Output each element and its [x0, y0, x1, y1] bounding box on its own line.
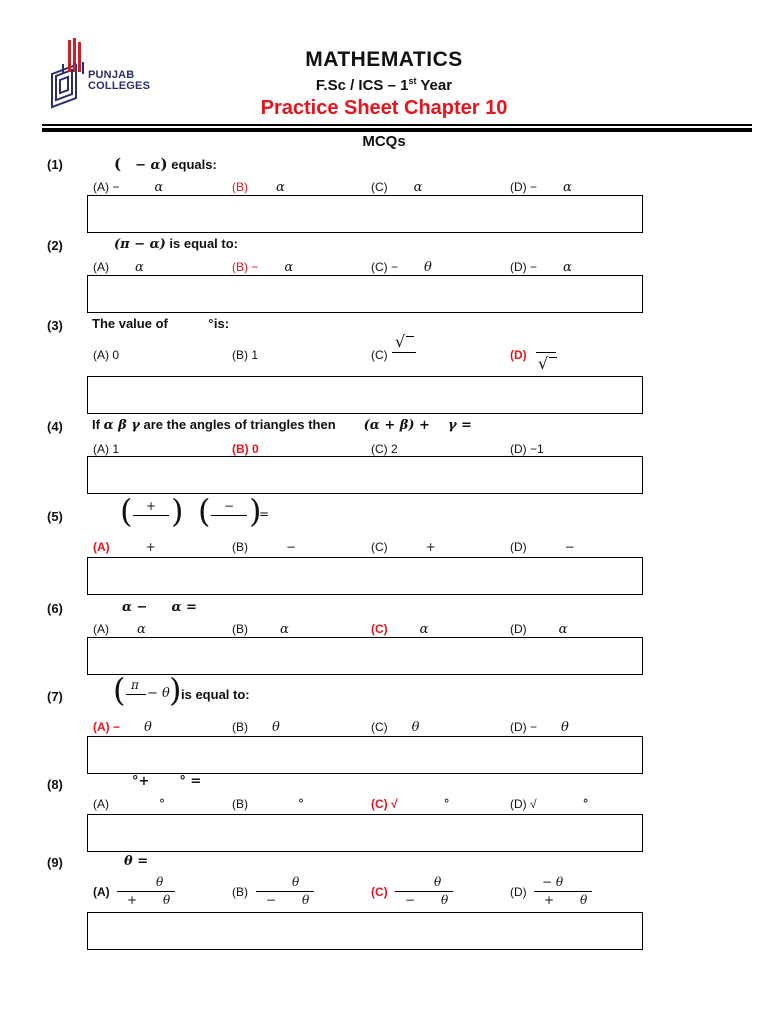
question-text: (π − α) is equal to:	[114, 236, 239, 252]
denominator-op: +	[127, 893, 138, 907]
option-d: (D) − θ	[510, 720, 569, 735]
header-rule	[42, 124, 752, 126]
option-b: (B) −	[232, 540, 297, 554]
sqrt-bar	[406, 336, 414, 337]
option-d: (D) √ °	[510, 797, 589, 811]
question-number: (6)	[47, 601, 63, 616]
denominator-op: −	[266, 893, 277, 907]
option-a: (A) − α	[93, 180, 164, 195]
paren-open: (	[113, 671, 126, 709]
denominator-theta: θ	[163, 893, 171, 907]
option-c: (C) θ	[371, 720, 420, 735]
paren-open: (	[198, 492, 211, 530]
option-a: (A) 0	[93, 348, 120, 362]
option-a: (A) °	[93, 797, 165, 811]
denominator-theta: θ	[580, 893, 588, 907]
minus-theta: − θ	[147, 686, 170, 701]
option-c: (C) 2	[371, 442, 398, 456]
sheet-title: Practice Sheet Chapter 10	[260, 97, 508, 119]
question-text: °+ ° =	[132, 774, 202, 789]
denominator-op: −	[405, 893, 416, 907]
answer-box[interactable]	[87, 195, 643, 233]
option-d: (D) − α	[510, 260, 572, 275]
fraction-minus: −	[224, 499, 235, 513]
equals-sign: =	[259, 507, 270, 521]
option-c: (C) α	[371, 180, 423, 195]
option-c-answer: (C) √ °	[371, 797, 450, 811]
option-d: (D) −	[510, 540, 575, 554]
question-text: If α β γ are the angles of triangles then (α + β) + γ =	[92, 417, 472, 433]
header-rule-thick	[42, 128, 752, 132]
sqrt-bar	[549, 357, 557, 358]
paren-close: )	[169, 671, 182, 709]
question-number: (1)	[47, 157, 63, 172]
option-b-answer: (B) 0	[232, 442, 259, 456]
sqrt-symbol: √	[395, 332, 406, 351]
question-number: (7)	[47, 689, 63, 704]
option-a-answer: (A) − θ	[93, 720, 152, 735]
answer-box[interactable]	[87, 912, 643, 950]
sqrt-symbol: √	[538, 354, 549, 373]
answer-box[interactable]	[87, 736, 643, 774]
logo-text: PUNJAB COLLEGES	[88, 69, 151, 92]
paren-close: )	[171, 492, 184, 530]
option-c: (C) +	[371, 540, 436, 554]
answer-box[interactable]	[87, 814, 643, 852]
numerator: θ	[434, 875, 442, 889]
option-b: (B) °	[232, 797, 304, 811]
option-a: (A) 1	[93, 442, 120, 456]
option-b-answer: (B) α	[232, 180, 285, 195]
question-text: α − α =	[122, 600, 197, 615]
answer-box[interactable]	[87, 275, 643, 313]
question-number: (4)	[47, 419, 63, 434]
option-a: (A)	[93, 885, 110, 899]
fraction-bar	[133, 515, 169, 516]
fraction-bar	[256, 891, 314, 892]
option-c: (C) − θ	[371, 260, 432, 275]
fraction-bar	[534, 891, 592, 892]
fraction-bar	[211, 515, 247, 516]
option-d: (D)	[510, 885, 527, 899]
numerator: θ	[156, 875, 164, 889]
option-a: (A) α	[93, 260, 144, 275]
question-number: (3)	[47, 318, 63, 333]
option-a-answer: (A) +	[93, 540, 156, 554]
page-subtitle: F.Sc / ICS – 1st Year	[315, 76, 453, 94]
option-a: (A) α	[93, 622, 146, 637]
numerator: θ	[292, 875, 300, 889]
answer-box[interactable]	[87, 637, 643, 675]
question-text: is equal to:	[181, 687, 250, 702]
question-number: (8)	[47, 777, 63, 792]
option-c-answer: (C)	[371, 885, 388, 899]
answer-box[interactable]	[87, 557, 643, 595]
question-number: (2)	[47, 238, 63, 253]
denominator-op: +	[544, 893, 555, 907]
section-heading: MCQs	[362, 133, 406, 150]
page-title: MATHEMATICS	[305, 48, 463, 71]
option-d-answer: (D)	[510, 348, 527, 362]
option-b: (B)	[232, 885, 248, 899]
denominator-theta: θ	[302, 893, 310, 907]
fraction-bar	[126, 694, 146, 695]
option-b: (B) θ	[232, 720, 280, 735]
paren-close: )	[249, 492, 262, 530]
fraction-bar	[395, 891, 453, 892]
answer-box[interactable]	[87, 456, 643, 494]
option-b-answer: (B) − α	[232, 260, 294, 275]
option-b: (B) α	[232, 622, 289, 637]
answer-box[interactable]	[87, 376, 643, 414]
fraction-pi: π	[131, 678, 139, 692]
paren-open: (	[120, 492, 133, 530]
fraction-bar	[536, 352, 556, 353]
option-d: (D) − α	[510, 180, 572, 195]
denominator-theta: θ	[441, 893, 449, 907]
fraction-plus: +	[146, 499, 157, 513]
question-text: ( − α) equals:	[114, 155, 217, 173]
option-d: (D) −1	[510, 442, 544, 456]
question-text: The value of °is:	[92, 316, 230, 331]
question-number: (9)	[47, 855, 63, 870]
numerator: − θ	[542, 875, 564, 889]
option-d: (D) α	[510, 622, 568, 637]
fraction-bar	[392, 352, 416, 353]
question-number: (5)	[47, 509, 63, 524]
fraction-bar	[117, 891, 175, 892]
option-c: (C)	[371, 348, 388, 362]
question-text: θ =	[124, 854, 149, 869]
option-c-answer: (C) α	[371, 622, 429, 637]
option-b: (B) 1	[232, 348, 259, 362]
